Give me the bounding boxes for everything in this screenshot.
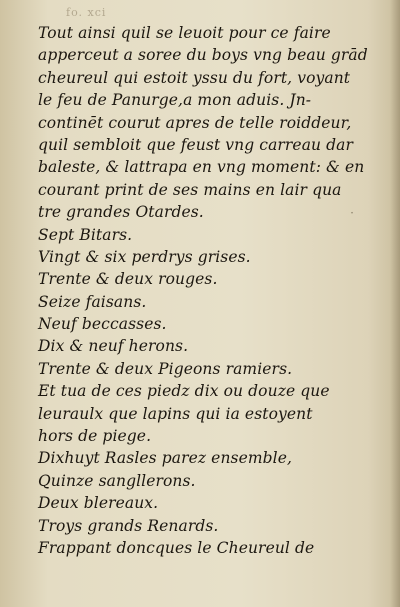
text-line: baleste, & lattrapa en vng moment: & en	[38, 158, 365, 177]
list-item: Deux blereaux.	[38, 494, 159, 513]
list-item: Quinze sangllerons.	[38, 471, 196, 490]
page-edge-shadow	[390, 0, 400, 607]
text-line: continēt courut apres de telle roiddeur,	[38, 113, 352, 132]
text-line: cheureul qui estoit yssu du fort, voyant	[38, 68, 351, 87]
list-item: Troys grands Renards.	[38, 516, 219, 535]
list-item: Neuf beccasses.	[38, 315, 167, 334]
text-line: tre grandes Otardes.	[38, 203, 204, 222]
list-item: Vingt & six perdrys grises.	[38, 247, 251, 266]
text-line: hors de piege.	[38, 427, 152, 446]
page-folio: fo. xci	[66, 6, 107, 19]
text-line: Tout ainsi quil se leuoit pour ce faire	[38, 24, 331, 42]
text-block	[38, 22, 378, 559]
text-line: Frappant doncques le Cheureul de	[38, 538, 315, 557]
list-item: Trente & deux rouges.	[38, 270, 218, 289]
list-item: Seize faisans.	[38, 292, 147, 311]
text-line: leuraulx que lapins qui ia estoyent	[38, 404, 313, 423]
list-item: Dix & neuf herons.	[38, 337, 189, 356]
text-line: le feu de Panurge,a mon aduis. Jn-	[38, 91, 312, 110]
text-line: quil sembloit que feust vng carreau dar	[38, 135, 354, 154]
list-item: Dixhuyt Rasles parez ensemble,	[38, 449, 293, 468]
text-line: courant print de ses mains en lair qua	[38, 180, 342, 199]
margin-mark: ·	[350, 206, 354, 220]
list-item: Sept Bitars.	[38, 225, 133, 244]
list-item: Trente & deux Pigeons ramiers.	[38, 359, 293, 378]
text-line: Et tua de ces piedz dix ou douze que	[38, 382, 330, 401]
text-line: apperceut a soree du boys vng beau grād	[38, 46, 368, 65]
